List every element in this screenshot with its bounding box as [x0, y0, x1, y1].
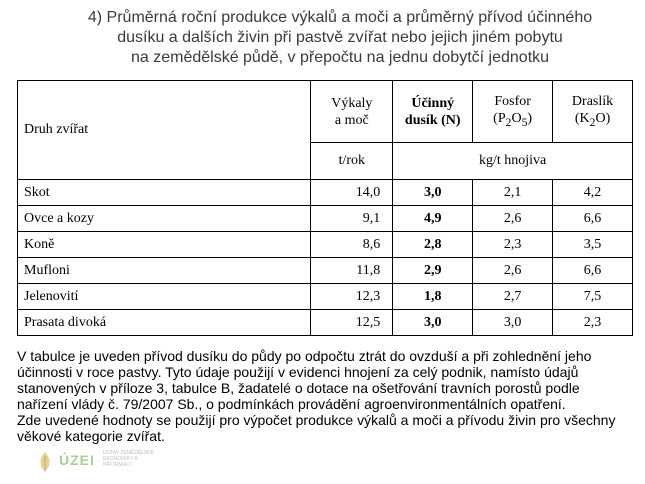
title-line-3: na zemědělské půdě, v přepočtu na jednu dobytčí jednotku [130, 49, 550, 66]
explanatory-text [17, 348, 632, 444]
unit-kg-t-hnojiva: kg/t hnojiva [393, 143, 633, 180]
row-draslik: 4,2 [553, 180, 633, 206]
header-ucinny-dusik: Účinný dusík (N) [393, 81, 473, 143]
row-name: Ovce a kozy [18, 206, 311, 232]
paragraph-1: V tabulce je uveden přívod dusíku do půdy po odpočtu ztrát do ovzduší a při zohlednění jeho účinnosti v roce pastvy. Tyto údaje použijí v evidenci hnojení za celý podnik, namísto údajů stanovených v příloze 3, tabulce B, žadatelé o dotace na ošetřování travních porostů podle nařízení vlády č. 79/2007 Sb., o podmínkách provádění agroenvironmentálních opatření. [17, 348, 592, 412]
row-dusik: 2,9 [393, 258, 473, 284]
row-vykaly: 12,3 [311, 284, 393, 310]
row-fosfor: 2,6 [473, 258, 553, 284]
row-vykaly: 9,1 [311, 206, 393, 232]
table-row [18, 310, 633, 336]
header-vykaly: Výkaly a moč [311, 81, 393, 143]
title-line-2: dusíku a dalších živin při pastvě zvířat nebo jejich jiném pobytu [117, 29, 563, 46]
table-row [18, 206, 633, 232]
row-fosfor: 2,6 [473, 206, 553, 232]
nutrient-table [17, 80, 633, 336]
paragraph-2: Zde uvedené hodnoty se použijí pro výpočet produkce výkalů a moči a přívodu živin pro všechny věkové kategorie zvířat. [17, 412, 616, 444]
row-draslik: 6,6 [553, 206, 633, 232]
uzei-logo-subtitle: ÚSTAV ZEMĚDĚLSKÉ EKONOMIKY A INFORMACÍ [103, 450, 154, 468]
row-name: Jelenovití [18, 284, 311, 310]
row-vykaly: 11,8 [311, 258, 393, 284]
uzei-logo [33, 446, 163, 478]
row-vykaly: 12,5 [311, 310, 393, 336]
slide-title [40, 8, 640, 68]
row-name: Mufloni [18, 258, 311, 284]
row-draslik: 3,5 [553, 232, 633, 258]
row-dusik: 2,8 [393, 232, 473, 258]
row-vykaly: 8,6 [311, 232, 393, 258]
row-name: Koně [18, 232, 311, 258]
row-dusik: 3,0 [393, 180, 473, 206]
row-dusik: 4,9 [393, 206, 473, 232]
row-fosfor: 3,0 [473, 310, 553, 336]
header-fosfor: Fosfor $(P_2O_5)$ [473, 81, 553, 143]
row-fosfor: 2,1 [473, 180, 553, 206]
table-row [18, 180, 633, 206]
row-name: Skot [18, 180, 311, 206]
table-row [18, 232, 633, 258]
uzei-logo-word: ÚZEI [59, 452, 95, 468]
table-row [18, 284, 633, 310]
row-draslik: 7,5 [553, 284, 633, 310]
row-dusik: 1,8 [393, 284, 473, 310]
row-dusik: 3,0 [393, 310, 473, 336]
row-vykaly: 14,0 [311, 180, 393, 206]
unit-t-rok: t/rok [311, 143, 393, 180]
row-fosfor: 2,7 [473, 284, 553, 310]
row-name: Prasata divoká [18, 310, 311, 336]
header-druh-zvirat: Druh zvířat [18, 81, 311, 180]
row-draslik: 2,3 [553, 310, 633, 336]
uzei-logo-icon [33, 450, 57, 474]
row-draslik: 6,6 [553, 258, 633, 284]
row-fosfor: 2,3 [473, 232, 553, 258]
header-draslik: Draslík $(K_2O)$ [553, 81, 633, 143]
title-line-1: 4) Průměrná roční produkce výkalů a moči a průměrný přívod účinného [87, 9, 593, 26]
table-row [18, 258, 633, 284]
